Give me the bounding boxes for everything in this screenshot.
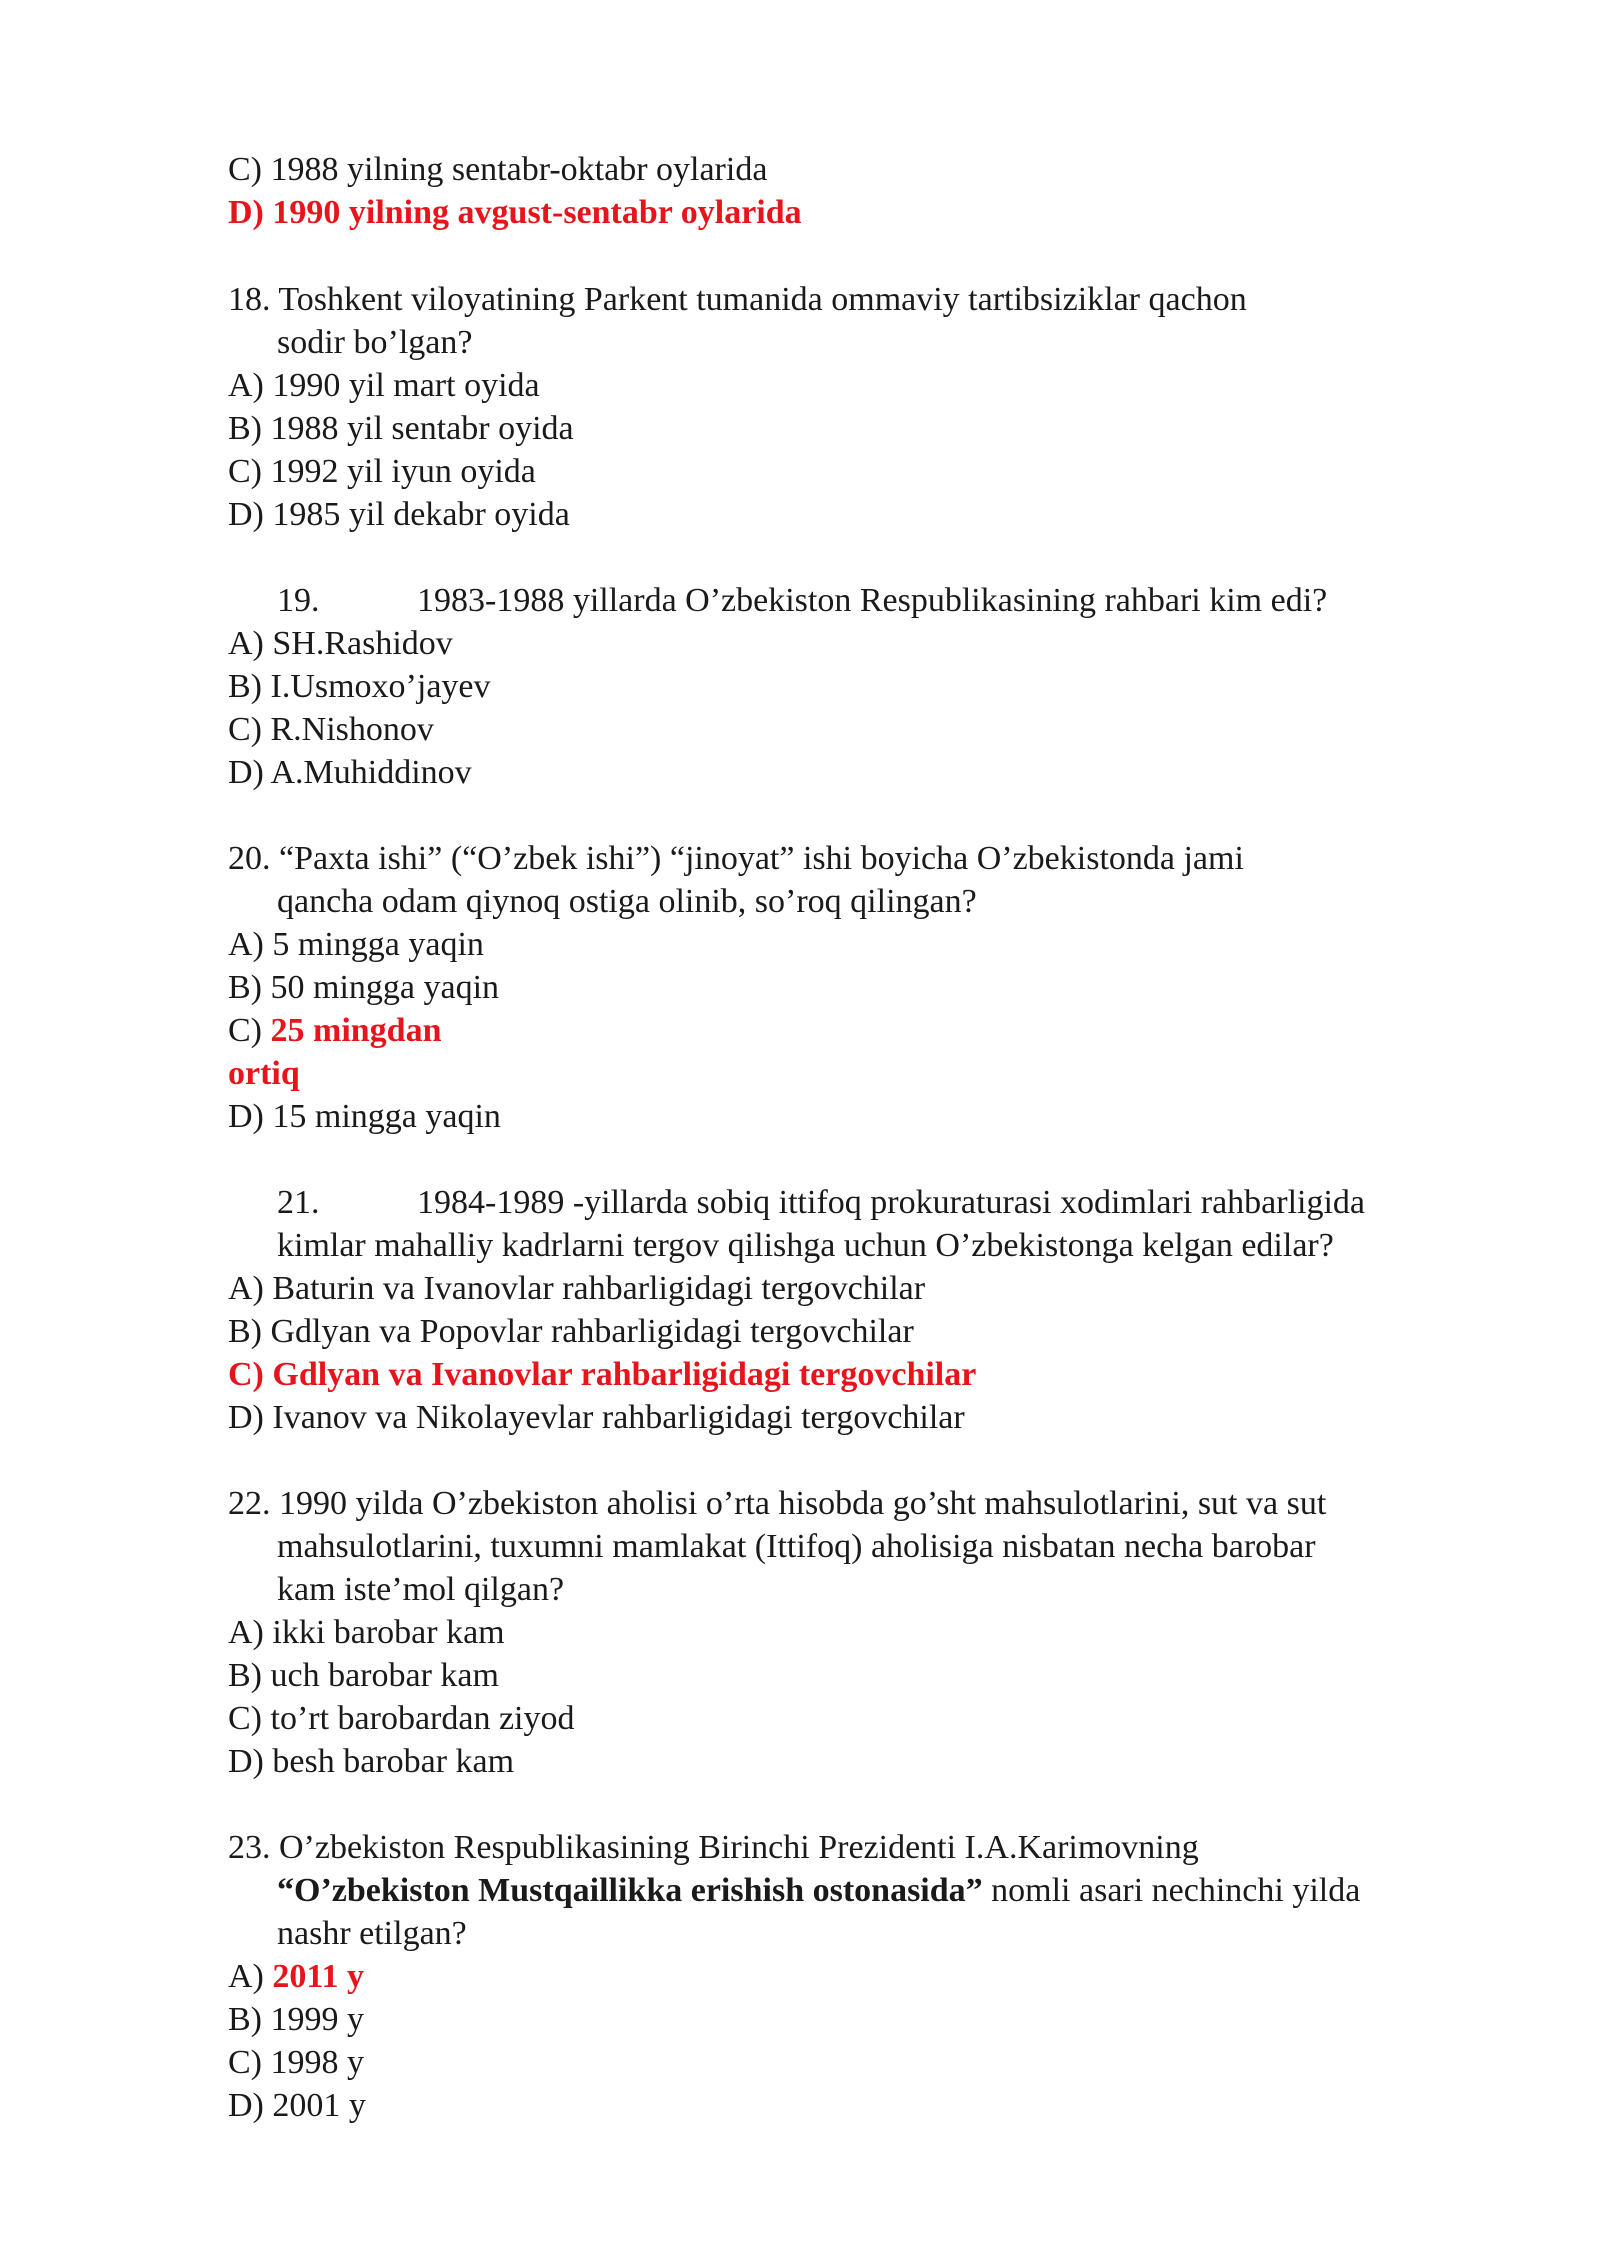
q23-option-a — [228, 1955, 364, 1998]
q20-option-c-answer-cont: ortiq — [228, 1055, 300, 1092]
q17-option-d-answer: D) 1990 yilning avgust-sentabr oylarida — [228, 194, 802, 231]
q18-option-c: C) 1992 yil iyun oyida — [228, 453, 536, 490]
q21-question-line1 — [277, 1181, 1365, 1224]
q20-question-line2: qancha odam qiynoq ostiga olinib, so’roq qilingan? — [277, 883, 977, 920]
q20-option-a: A) 5 mingga yaqin — [228, 926, 484, 963]
q19-question — [277, 579, 1327, 622]
q23-option-c: C) 1998 y — [228, 2044, 364, 2081]
q19-option-b: B) I.Usmoxo’jayev — [228, 668, 491, 705]
q23-option-d: D) 2001 y — [228, 2087, 366, 2124]
q22-option-b: B) uch barobar kam — [228, 1657, 499, 1694]
q20-option-c-prefix: C) — [228, 1012, 262, 1049]
q23-question-line3: nashr etilgan? — [277, 1915, 467, 1952]
q18-option-d: D) 1985 yil dekabr oyida — [228, 496, 570, 533]
q23-book-title: “O’zbekiston Mustqaillikka erishish ostonasida” — [277, 1872, 983, 1909]
q19-option-d: D) A.Muhiddinov — [228, 754, 472, 791]
q21-option-a: A) Baturin va Ivanovlar rahbarligidagi tergovchilar — [228, 1270, 926, 1307]
q22-question-line1: 22. 1990 yilda O’zbekiston aholisi o’rta hisobda go’sht mahsulotlarini, sut va sut — [228, 1485, 1327, 1522]
q23-option-a-prefix: A) — [228, 1958, 264, 1995]
q18-question-line2: sodir bo’lgan? — [277, 324, 473, 361]
q19-number: 19. — [277, 582, 320, 619]
q21-number: 21. — [277, 1184, 320, 1221]
q20-option-c — [228, 1009, 442, 1052]
q19-option-a: A) SH.Rashidov — [228, 625, 453, 662]
q18-option-a: A) 1990 yil mart oyida — [228, 367, 540, 404]
q18-question-line1: 18. Toshkent viloyatining Parkent tumanida ommaviy tartibsiziklar qachon — [228, 281, 1247, 318]
q21-question-line2: kimlar mahalliy kadrlarni tergov qilishga uchun O’zbekistonga kelgan edilar? — [277, 1227, 1334, 1264]
q23-question-line2-rest: nomli asari nechinchi yilda — [982, 1872, 1361, 1909]
q21-option-d: D) Ivanov va Nikolayevlar rahbarligidagi tergovchilar — [228, 1399, 965, 1436]
q22-option-d: D) besh barobar kam — [228, 1743, 515, 1780]
q17-option-c: C) 1988 yilning sentabr-oktabr oylarida — [228, 151, 768, 188]
q20-option-b: B) 50 mingga yaqin — [228, 969, 500, 1006]
q23-question-line1: 23. O’zbekiston Respublikasining Birinchi Prezidenti I.A.Karimovning — [228, 1829, 1199, 1866]
q18-option-b: B) 1988 yil sentabr oyida — [228, 410, 574, 447]
q23-question-line2 — [277, 1869, 1360, 1912]
q22-option-c: C) to’rt barobardan ziyod — [228, 1700, 575, 1737]
q22-option-a: A) ikki barobar kam — [228, 1614, 505, 1651]
q20-option-c-answer: 25 mingdan — [270, 1012, 442, 1049]
q22-question-line2: mahsulotlarini, tuxumni mamlakat (Ittifoq) aholisiga nisbatan necha barobar — [277, 1528, 1316, 1565]
q22-question-line3: kam iste’mol qilgan? — [277, 1571, 565, 1608]
q19-question-text: 1983-1988 yillarda O’zbekiston Respublikasining rahbari kim edi? — [417, 582, 1328, 619]
q23-option-a-answer: 2011 y — [272, 1958, 365, 1995]
q20-question-line1: 20. “Paxta ishi” (“O’zbek ishi”) “jinoyat” ishi boyicha O’zbekistonda jami — [228, 840, 1244, 877]
q21-option-b: B) Gdlyan va Popovlar rahbarligidagi tergovchilar — [228, 1313, 914, 1350]
q19-option-c: C) R.Nishonov — [228, 711, 434, 748]
q21-question-text: 1984-1989 -yillarda sobiq ittifoq prokuraturasi xodimlari rahbarligida — [417, 1184, 1365, 1221]
q23-option-b: B) 1999 y — [228, 2001, 364, 2038]
q21-option-c-answer: C) Gdlyan va Ivanovlar rahbarligidagi tergovchilar — [228, 1356, 977, 1393]
q20-option-d: D) 15 mingga yaqin — [228, 1098, 501, 1135]
